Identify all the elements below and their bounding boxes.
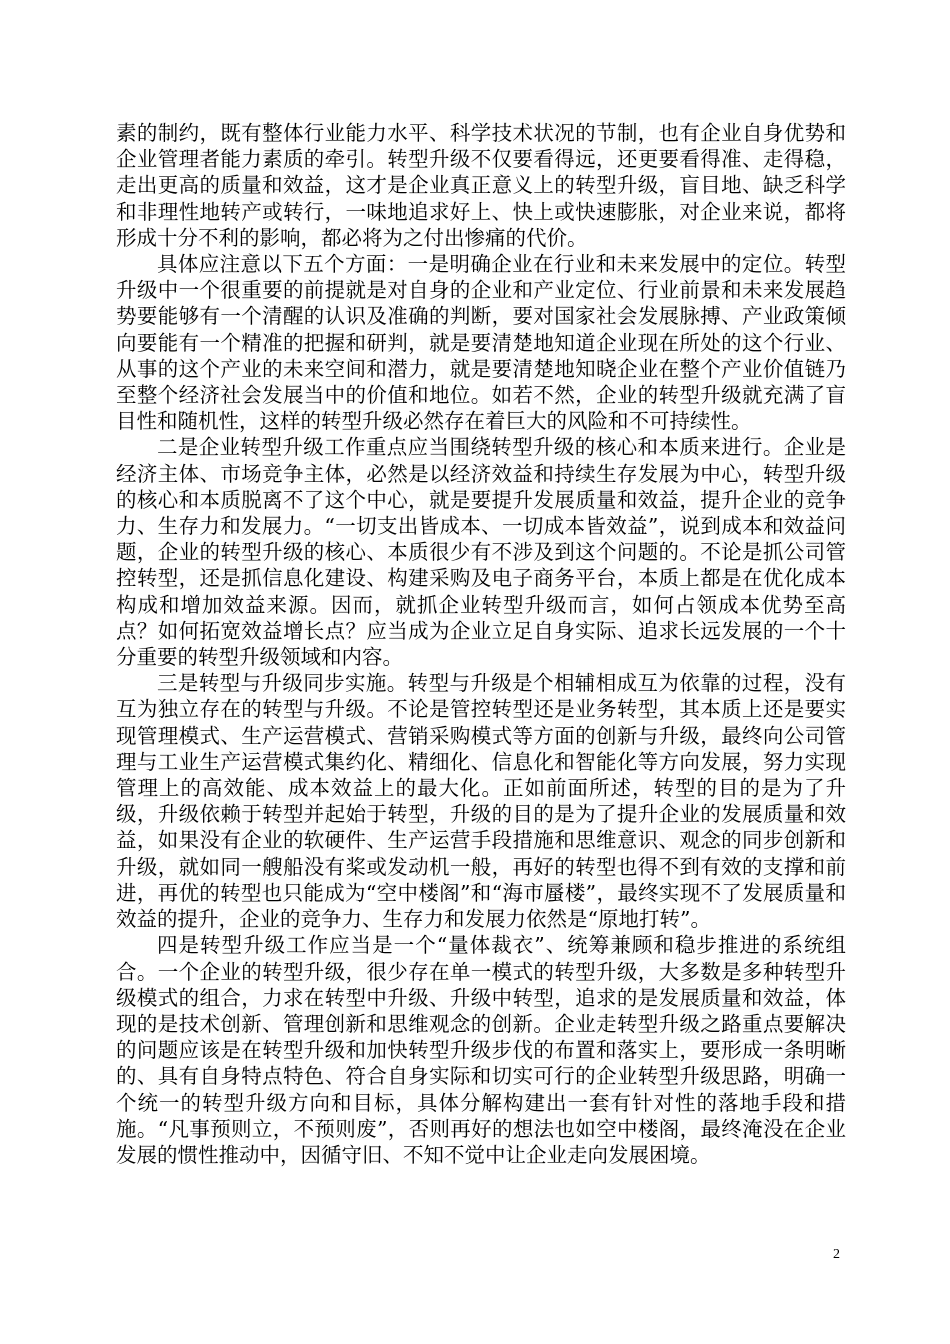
paragraph-point-three: 三是转型与升级同步实施。转型与升级是个相辅相成互为依靠的过程，没有互为独立存在的转型与升级。不论是管控转型还是业务转型，其本质上还是要实现管理模式、生产运营模式、营销采购模式等方面的创新与升级，最终向公司管理与工业生产运营模式集约化、精细化、信息化和智能化等方向发展，努力实现管理上的高效能、成本效益上的最大化。正如前面所述，转型的目的是为了升级，升级依赖于转型并起始于转型，升级的目的是为了提升企业的发展质量和效益，如果没有企业的软硬件、生产运营手段措施和思维意识、观念的同步创新和升级，就如同一艘船没有桨或发动机一般，再好的转型也得不到有效的支撑和前进，再优的转型也只能成为“空中楼阁”和“海市蜃楼”，最终实现不了发展质量和效益的提升，企业的竞争力、生存力和发展力依然是“原地打转”。 [116, 671, 846, 932]
paragraph-point-two: 二是企业转型升级工作重点应当围绕转型升级的核心和本质来进行。企业是经济主体、市场竞争主体，必然是以经济效益和持续生存发展为中心，转型升级的核心和本质脱离不了这个中心，就是要提升发展质量和效益，提升企业的竞争力、生存力和发展力。“一切支出皆成本、一切成本皆效益”，说到成本和效益问题，企业的转型升级的核心、本质很少有不涉及到这个问题的。不论是抓公司管控转型，还是抓信息化建设、构建采购及电子商务平台，本质上都是在优化成本构成和增加效益来源。因而，就抓企业转型升级而言，如何占领成本优势至高点？如何拓宽效益增长点？应当成为企业立足自身实际、追求长远发展的一个十分重要的转型升级领域和内容。 [116, 435, 846, 670]
paragraph-continued: 素的制约，既有整体行业能力水平、科学技术状况的节制，也有企业自身优势和企业管理者能力素质的牵引。转型升级不仅要看得远，还更要看得准、走得稳，走出更高的质量和效益，这才是企业真正意义上的转型升级，盲目地、缺乏科学和非理性地转产或转行，一味地追求好上、快上或快速膨胀，对企业来说，都将形成十分不利的影响，都必将为之付出惨痛的代价。 [116, 121, 846, 250]
page-number: 2 [833, 1247, 840, 1262]
document-body [116, 120, 846, 1168]
paragraph-point-one: 具体应注意以下五个方面：一是明确企业在行业和未来发展中的定位。转型升级中一个很重要的前提就是对自身的企业和产业定位、行业前景和未来发展趋势要能够有一个清醒的认识及准确的判断，要对国家社会发展脉搏、产业政策倾向要能有一个精准的把握和研判，就是要清楚地知道企业现在所处的这个行业、从事的这个产业的未来空间和潜力，就是要清楚地知晓企业在整个产业价值链乃至整个经济社会发展当中的价值和地位。如若不然，企业的转型升级就充满了盲目性和随机性，这样的转型升级必然存在着巨大的风险和不可持续性。 [116, 252, 846, 434]
paragraph-point-four: 四是转型升级工作应当是一个“量体裁衣”、统筹兼顾和稳步推进的系统组合。一个企业的转型升级，很少存在单一模式的转型升级，大多数是多种转型升级模式的组合，力求在转型中升级、升级中转型，追求的是发展质量和效益，体现的是技术创新、管理创新和思维观念的创新。企业走转型升级之路重点要解决的问题应该是在转型升级和加快转型升级步伐的布置和落实上，要形成一条明晰的、具有自身特点特色、符合自身实际和切实可行的企业转型升级思路，明确一个统一的转型升级方向和目标，具体分解构建出一套有针对性的落地手段和措施。“凡事预则立，不预则废”，否则再好的想法也如空中楼阁，最终淹没在企业发展的惯性推动中，因循守旧、不知不觉中让企业走向发展困境。 [116, 933, 846, 1167]
